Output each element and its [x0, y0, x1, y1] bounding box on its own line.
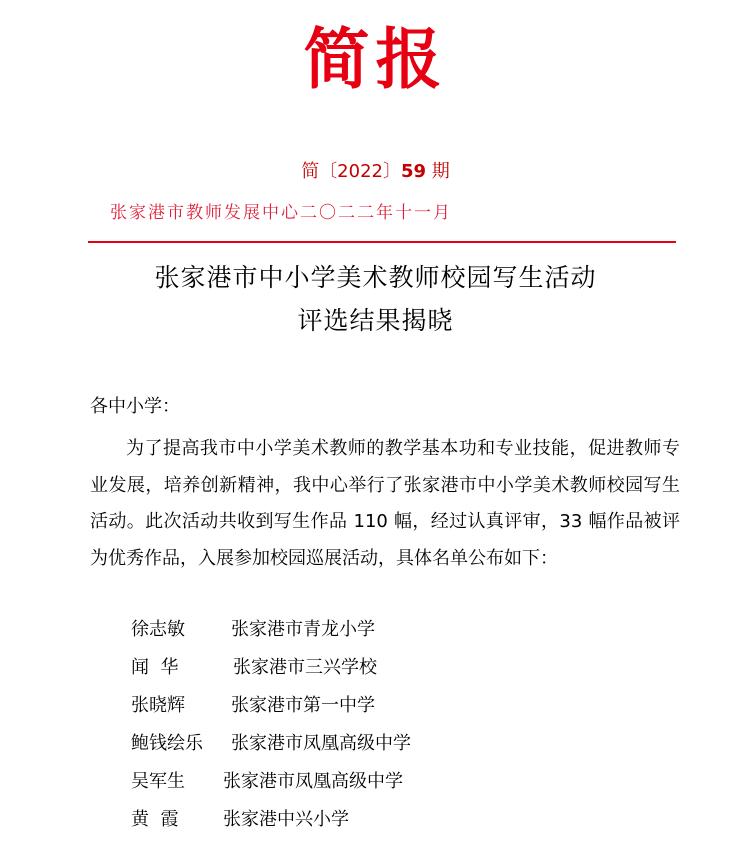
- issue-number: 59: [401, 161, 427, 182]
- issue-prefix: 简〔2022〕: [301, 161, 401, 182]
- article-title-line-2: 评选结果揭晓: [297, 306, 454, 335]
- winner-name: 闻 华: [131, 657, 179, 678]
- masthead-title: 简报: [303, 20, 448, 98]
- winner-row: [131, 613, 411, 651]
- winner-row: [131, 727, 411, 765]
- winner-school: 张家港市凤凰高级中学: [231, 733, 411, 754]
- body-paragraph: 为了提高我市中小学美术教师的教学基本功和专业技能，促进教师专业发展，培养创新精神，我中心举行了张家港市中小学美术教师校园写生活动。此次活动共收到写生作品 110 幅，经过认真评审，33 幅作品被评为优秀作品，入展参加校园巡展活动，具体名单公布如下：: [90, 438, 680, 569]
- winner-school: 张家港市凤凰高级中学: [223, 771, 403, 792]
- winner-name: 鲍钱绘乐: [131, 733, 203, 754]
- winner-row: [131, 803, 411, 841]
- issue-suffix: 期: [426, 161, 450, 182]
- winner-name: 黄 霞: [131, 809, 179, 830]
- article-title-line-1: 张家港市中小学美术教师校园写生活动: [154, 263, 597, 292]
- winner-name: 张晓辉: [131, 695, 185, 716]
- winner-row: [131, 689, 411, 727]
- winner-name: 徐志敏: [131, 619, 185, 640]
- winner-school: 张家港市青龙小学: [231, 619, 375, 640]
- winner-row: [131, 765, 411, 803]
- red-divider-rule: [88, 241, 676, 243]
- winner-school: 张家港市三兴学校: [233, 657, 377, 678]
- issue-number-line: [0, 160, 751, 184]
- winner-row: [131, 651, 411, 689]
- salutation: 各中小学：: [90, 396, 180, 417]
- body-paragraph-container: [90, 431, 680, 577]
- winner-name: 吴军生: [131, 771, 185, 792]
- winner-list: [131, 613, 411, 841]
- winner-school: 张家港中兴小学: [223, 809, 349, 830]
- winner-school: 张家港市第一中学: [231, 695, 375, 716]
- issuer-and-date: 张家港市教师发展中心二〇二二年十一月: [110, 203, 452, 223]
